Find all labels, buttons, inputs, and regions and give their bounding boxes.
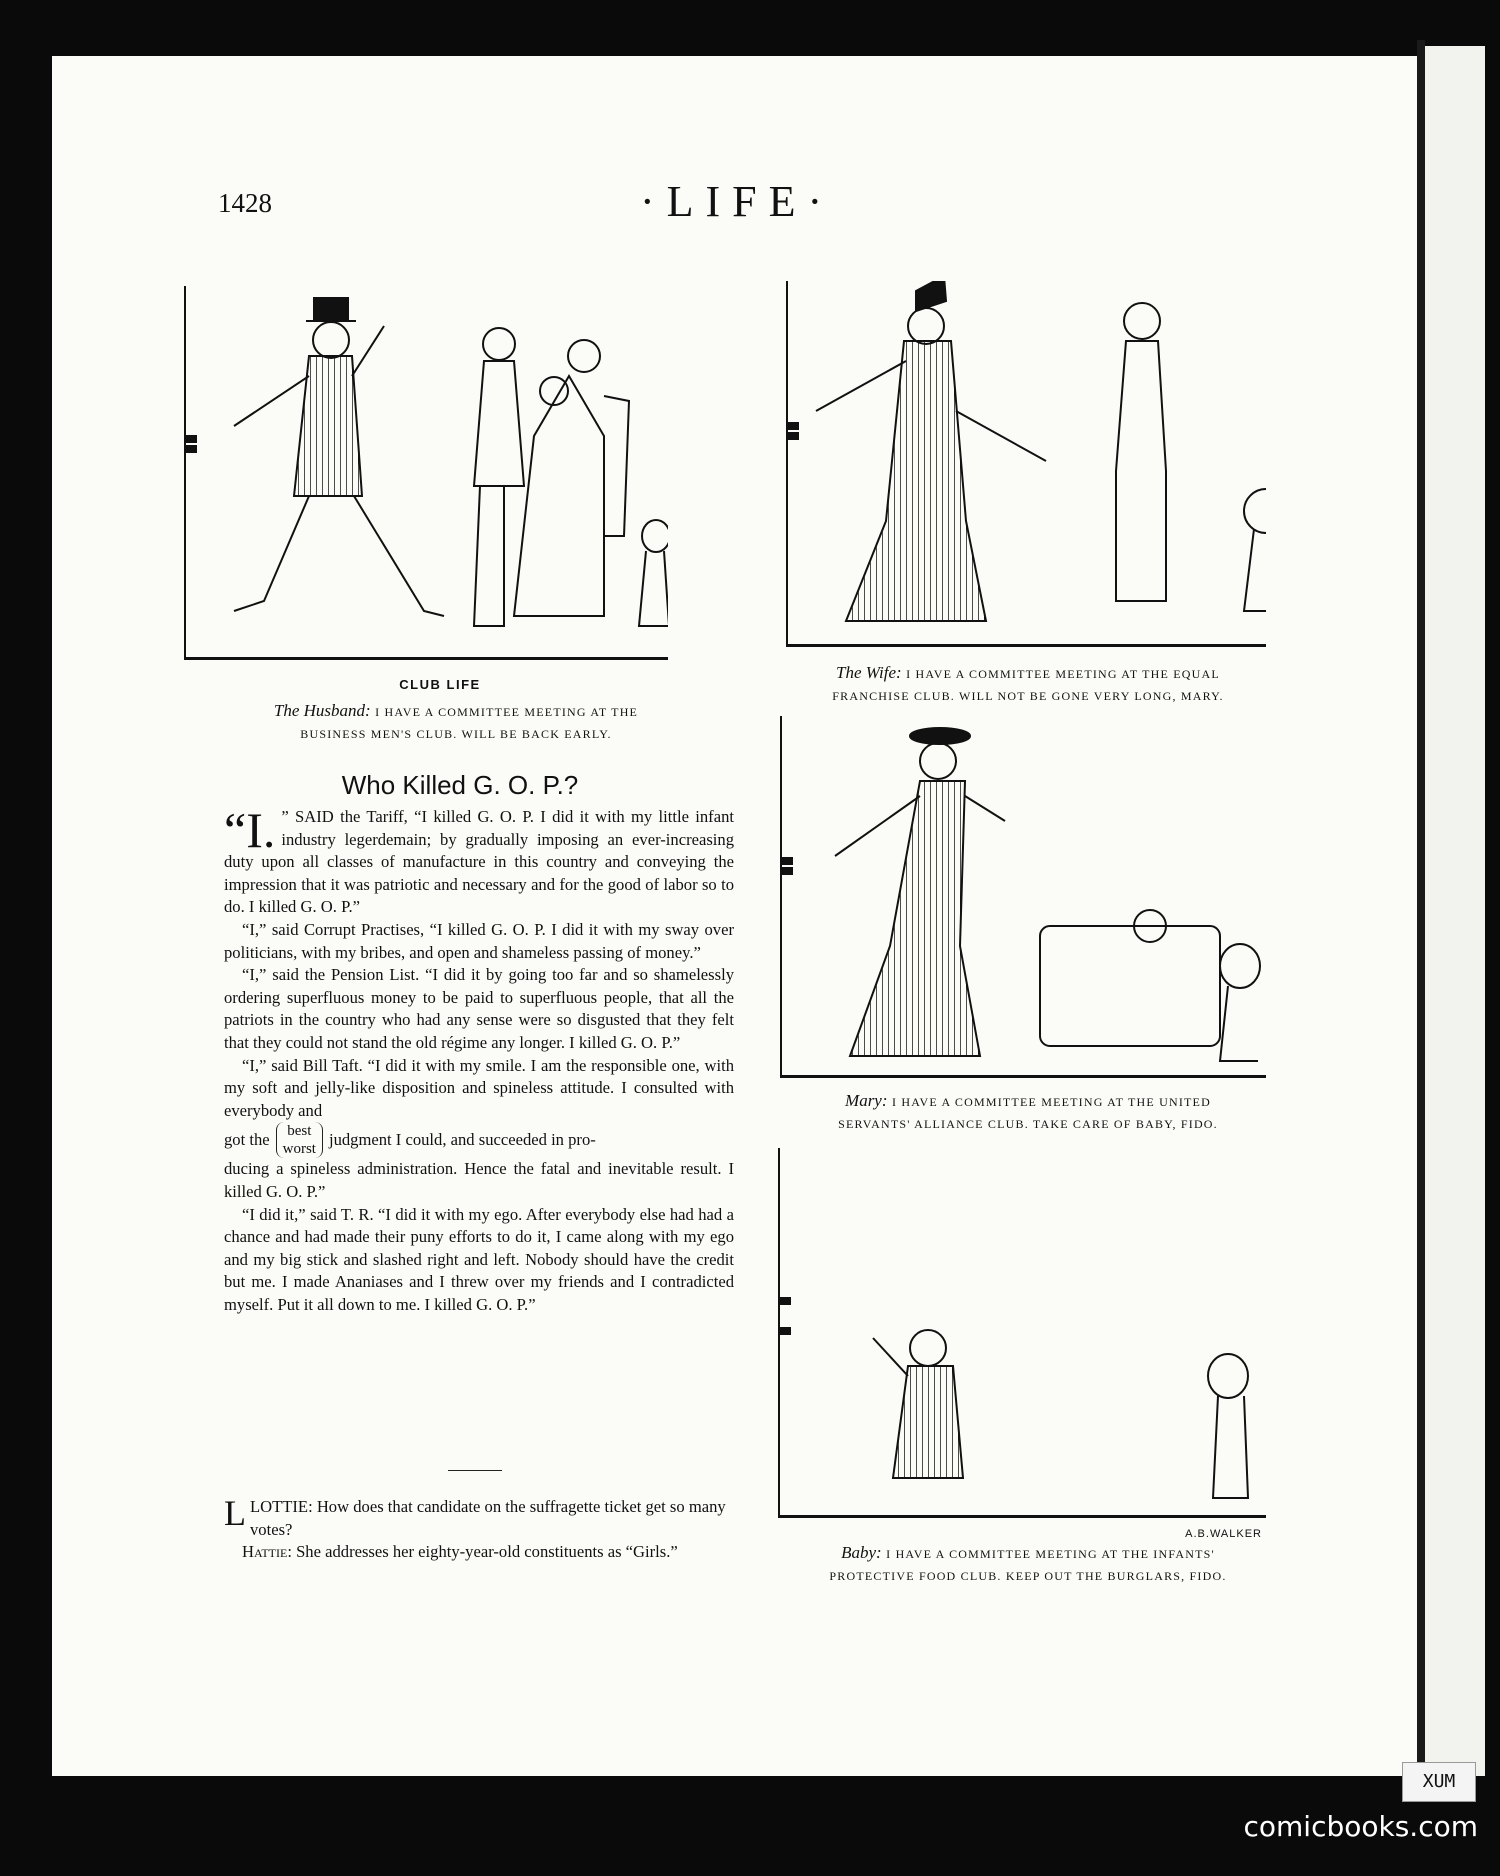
husband-drawing <box>184 286 668 660</box>
joke <box>224 1493 734 1564</box>
joke-dropcap: L <box>224 1493 246 1533</box>
joke-lottie: LLOTTIE: How does that candidate on the suffragette ticket get so many votes? <box>224 1493 726 1539</box>
mary-drawing <box>780 716 1266 1078</box>
joke-hattie: Hattie: She addresses her eighty-year-old constituents as “Girls.” <box>242 1542 678 1562</box>
page-number: 1428 <box>218 188 272 218</box>
article-paragraph: “I. ” SAID the Tariff, “I killed G. O. P. I did it with my little infant industry legerdemain; by gradually imposing an ever-increasing duty upon all classes of manufacture in this country and conveying the impression that it was patriotic and necessary and for the good of labor so to do. I killed G. O. P.” <box>224 802 734 917</box>
caption-husband <box>196 700 716 745</box>
magazine-title: ·LIFE· <box>640 177 835 226</box>
speaker-baby: Baby: <box>841 1543 882 1562</box>
speech-wife-line1: I HAVE A COMMITTEE MEETING AT THE EQUAL <box>906 667 1220 681</box>
best-worst-brace: best worst <box>276 1122 323 1158</box>
speaker-mary: Mary: <box>845 1091 888 1110</box>
facing-page-edge <box>1425 46 1485 1776</box>
article-paragraph: ducing a spineless administration. Hence the fatal and inevitable result. I killed G. O. P.” <box>224 1159 734 1201</box>
article-paragraph: “I,” said the Pension List. “I did it by going too far and so shamelessly ordering superfluous money to be paid to superfluous people, that all the patriots in the country who had any sense were so disgusted that they felt that they could not stand the old régime any longer. I killed G. O. P.” <box>224 965 734 1052</box>
article-title: Who Killed G. O. P.? <box>341 770 579 800</box>
cartoon-panel-wife <box>786 281 1266 647</box>
section-divider <box>448 1470 502 1471</box>
article-paragraph: “I,” said Corrupt Practises, “I killed G. O. P. I did it with my sway over politicians, with my bribes, and open and shameless passing of money.” <box>224 919 734 962</box>
speech-baby-line2: PROTECTIVE FOOD CLUB. KEEP OUT THE BURGLARS, FIDO. <box>829 1569 1227 1583</box>
article-paragraph: “I did it,” said T. R. “I did it with my ego. After everybody else had had a chance and had made their puny efforts to do it, I came along with my ego and my big stick and slashed right and left. Nobody should have the credit but me. I made Ananiases and I threw over my friends and I contradicted myself. Put it all down to me. I killed G. O. P.” <box>224 1204 734 1314</box>
article-body <box>224 802 734 1316</box>
archive-badge: XUM <box>1402 1762 1476 1802</box>
book-spine <box>1417 40 1425 1780</box>
article-paragraph: “I,” said Bill Taft. “I did it with my smile. I am the responsible one, with my soft and jelly-like disposition and spineless attitude. I consulted with everybody and <box>224 1055 734 1120</box>
cartoon-panel-baby <box>778 1148 1266 1540</box>
speech-wife-line2: FRANCHISE CLUB. WILL NOT BE GONE VERY LONG, MARY. <box>832 689 1224 703</box>
speech-mary-line2: SERVANTS' ALLIANCE CLUB. TAKE CARE OF BABY, FIDO. <box>838 1117 1218 1131</box>
caption-baby <box>778 1542 1278 1587</box>
cartoon-panel-mary <box>780 716 1266 1078</box>
brace-line: got the best worst judgment I could, and succeeded in pro- <box>224 1123 596 1158</box>
speech-baby-line1: I HAVE A COMMITTEE MEETING AT THE INFANTS' <box>886 1547 1215 1561</box>
cartoon-panel-husband <box>184 286 668 660</box>
speech-husband-line1: I HAVE A COMMITTEE MEETING AT THE <box>375 705 639 719</box>
speech-husband-line2: BUSINESS MEN'S CLUB. WILL BE BACK EARLY. <box>300 727 612 741</box>
cartoon-title: CLUB LIFE <box>399 677 481 692</box>
baby-drawing <box>778 1148 1266 1518</box>
drop-cap: “I. <box>224 802 276 858</box>
speech-mary-line1: I HAVE A COMMITTEE MEETING AT THE UNITED <box>891 1095 1211 1109</box>
speaker-wife: The Wife: <box>836 663 902 682</box>
caption-mary <box>778 1090 1278 1135</box>
caption-wife <box>778 662 1278 707</box>
artist-signature: A.B.WALKER <box>1185 1528 1262 1540</box>
watermark: comicbooks.com <box>1243 1810 1478 1843</box>
wife-drawing <box>786 281 1266 647</box>
speaker-husband: The Husband: <box>273 701 371 720</box>
